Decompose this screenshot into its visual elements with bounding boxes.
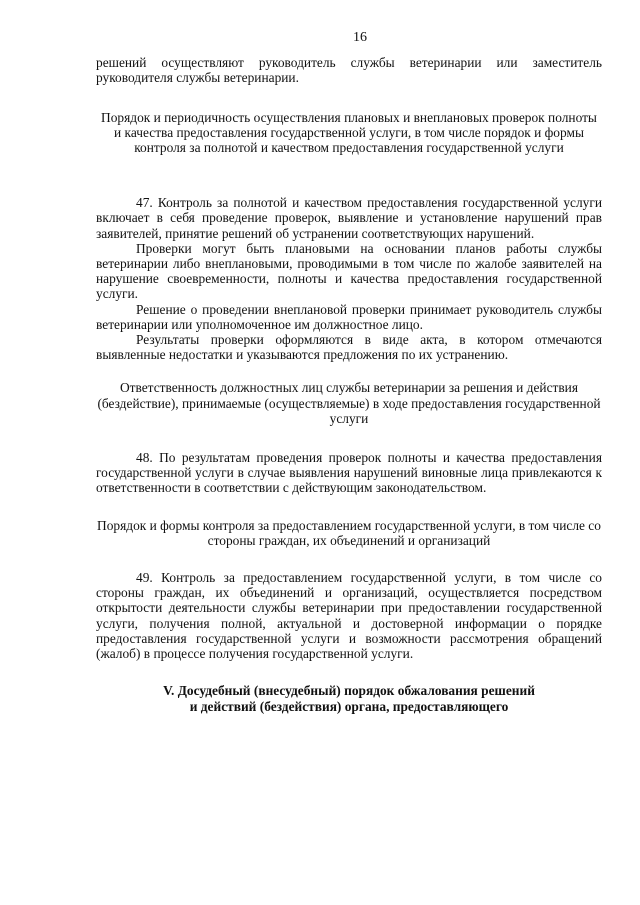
paragraph-48: 48. По результатам проведения проверок полноты и качества предоставления государственной услуги в случае выявления нарушений виновные лица привлекаются к ответственности в соответствии с действующим законодательством. — [96, 450, 602, 496]
document-page — [96, 30, 602, 714]
section-heading-inspections: Порядок и периодичность осуществления плановых и внеплановых проверок полноты и качества предоставления государственной услуги, в том числе порядок и формы контроля за полнотой и качеством предоставления государственной услуги — [101, 109, 597, 156]
chapter-5-heading-line-2: и действий (бездействия) органа, предоставляющего — [189, 698, 509, 714]
paragraph-47: 47. Контроль за полнотой и качеством предоставления государственной услуги включает в себя проведение проверок, выявление и установление нарушений прав заявителей, принятие решений об устранении соответствующих нарушений. — [96, 195, 602, 241]
paragraph-47-decision: Решение о проведении внеплановой проверки принимает руководитель службы ветеринарии или уполномоченное им должностное лицо. — [96, 301, 602, 332]
paragraph-47-results: Результаты проверки оформляются в виде акта, в котором отмечаются выявленные недостатки и указываются предложения по их устранению. — [96, 332, 602, 363]
paragraph-47-inspections: Проверки могут быть плановыми на основании планов работы службы ветеринарии либо внеплановыми, проводимыми в том числе по жалобе заявителей на нарушение своевременности, полноты и качества предоставления государственной услуги. — [96, 240, 602, 302]
section-heading-responsibility: Ответственность должностных лиц службы ветеринарии за решения и действия (бездействие), принимаемые (осуществляемые) в ходе предоставления государственной услуги — [97, 380, 601, 426]
page-number: 16 — [353, 30, 367, 45]
chapter-5-heading-line-1: V. Досудебный (внесудебный) порядок обжалования решений — [163, 683, 535, 699]
paragraph-49: 49. Контроль за предоставлением государственной услуги, в том числе со стороны граждан, их объединений и организаций, осуществляется посредством открытости деятельности службы ветеринарии при предоставлении государственной услуги, получения полной, актуальной и достоверной информации о порядке предоставления государственной услуги и возможности рассмотрения обращений (жалоб) в процессе получения государственной услуги. — [96, 570, 602, 662]
intro-paragraph: решений осуществляют руководитель службы ветеринарии или заместитель руководителя службы ветеринарии. — [96, 55, 602, 86]
section-heading-control-forms: Порядок и формы контроля за предоставлением государственной услуги, в том числе со стороны граждан, их объединений и организаций — [97, 517, 601, 548]
